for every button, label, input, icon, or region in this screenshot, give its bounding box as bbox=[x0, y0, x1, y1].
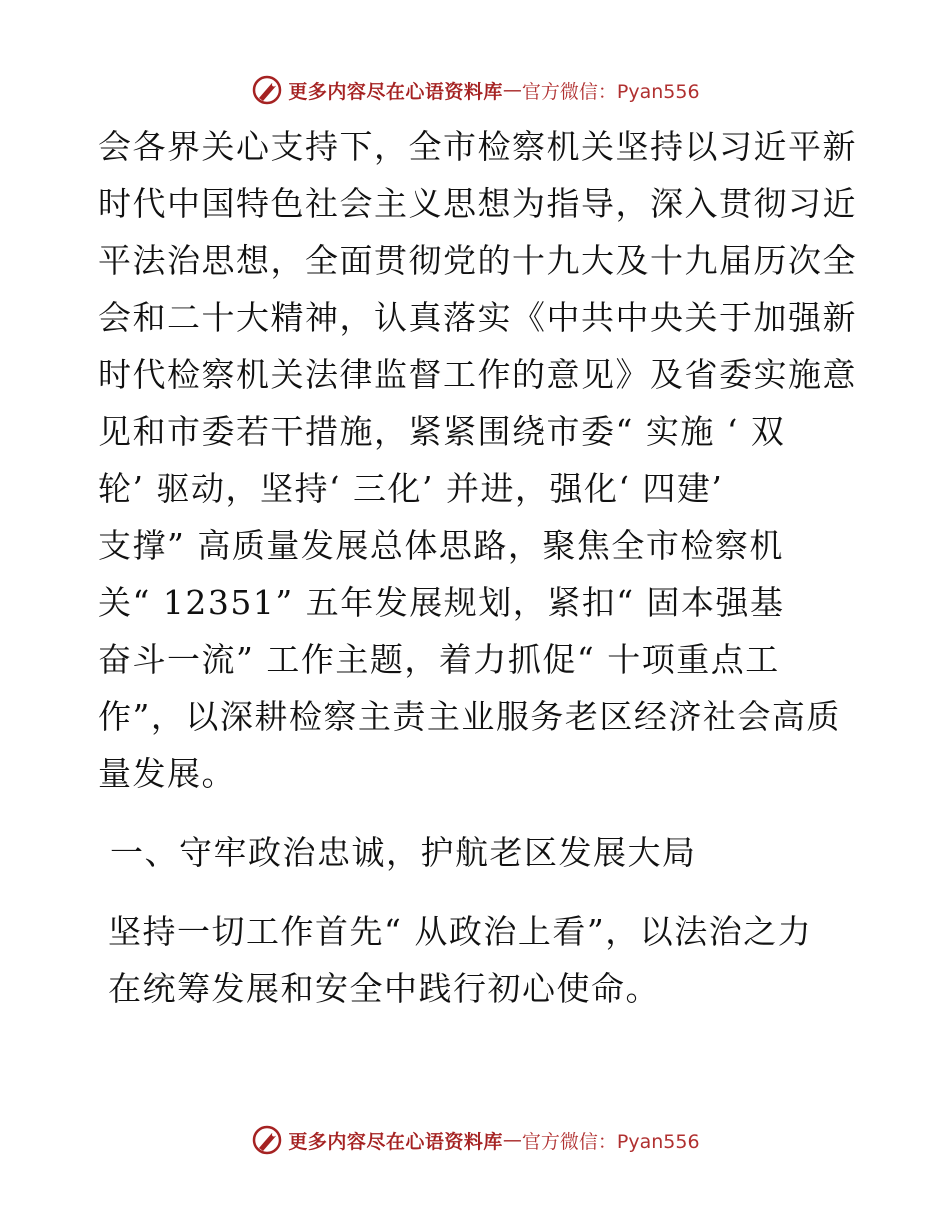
document-body bbox=[98, 118, 858, 1017]
pen-nib-logo-icon bbox=[250, 73, 284, 107]
banner-lead-text: 更多内容尽在心语资料库 bbox=[288, 80, 503, 103]
section-heading: 一、守牢政治忠诚，护航老区发展大局 bbox=[110, 833, 697, 872]
text-line: 会各界关心支持下，全市检察机关坚持以习近平新 bbox=[98, 127, 857, 166]
banner-lead-text: 更多内容尽在心语资料库 bbox=[288, 1130, 503, 1153]
text-line: 平法治思想，全面贯彻党的十九大及十九届历次全 bbox=[98, 241, 857, 280]
header-watermark-banner bbox=[0, 70, 950, 110]
text-line: 时代检察机关法律监督工作的意见》及省委实施意 bbox=[98, 355, 857, 394]
banner-wechat-text: 官方微信：Pyan556 bbox=[521, 80, 700, 103]
footer-watermark-banner bbox=[0, 1120, 950, 1160]
section-paragraph bbox=[98, 903, 858, 1017]
banner-dash: — bbox=[502, 1129, 522, 1151]
text-line: 支撑” 高质量发展总体思路，聚焦全市检察机 bbox=[98, 526, 784, 565]
text-line: 作”，以深耕检察主责主业服务老区经济社会高质 bbox=[98, 697, 841, 736]
banner-wechat-text: 官方微信：Pyan556 bbox=[521, 1130, 700, 1153]
text-line: 轮’ 驱动，坚持‘ 三化’ 并进，强化‘ 四建’ bbox=[98, 469, 724, 508]
text-line: 见和市委若干措施，紧紧围绕市委“ 实施 ‘ 双 bbox=[98, 412, 786, 451]
text-line: 会和二十大精神，认真落实《中共中央关于加强新 bbox=[98, 298, 857, 337]
text-line: 量发展。 bbox=[98, 754, 236, 793]
text-line: 奋斗一流” 工作主题，着力抓促“ 十项重点工 bbox=[98, 640, 780, 679]
text-line: 关“ 12351” 五年发展规划，紧扣“ 固本强基 bbox=[98, 583, 785, 622]
pen-nib-logo-icon bbox=[250, 1123, 284, 1157]
body-paragraph bbox=[98, 118, 858, 802]
banner-dash: — bbox=[502, 79, 522, 101]
text-line: 坚持一切工作首先“ 从政治上看”，以法治之力 bbox=[108, 912, 813, 951]
text-line: 在统筹发展和安全中践行初心使命。 bbox=[108, 969, 660, 1008]
text-line: 时代中国特色社会主义思想为指导，深入贯彻习近 bbox=[98, 184, 857, 223]
